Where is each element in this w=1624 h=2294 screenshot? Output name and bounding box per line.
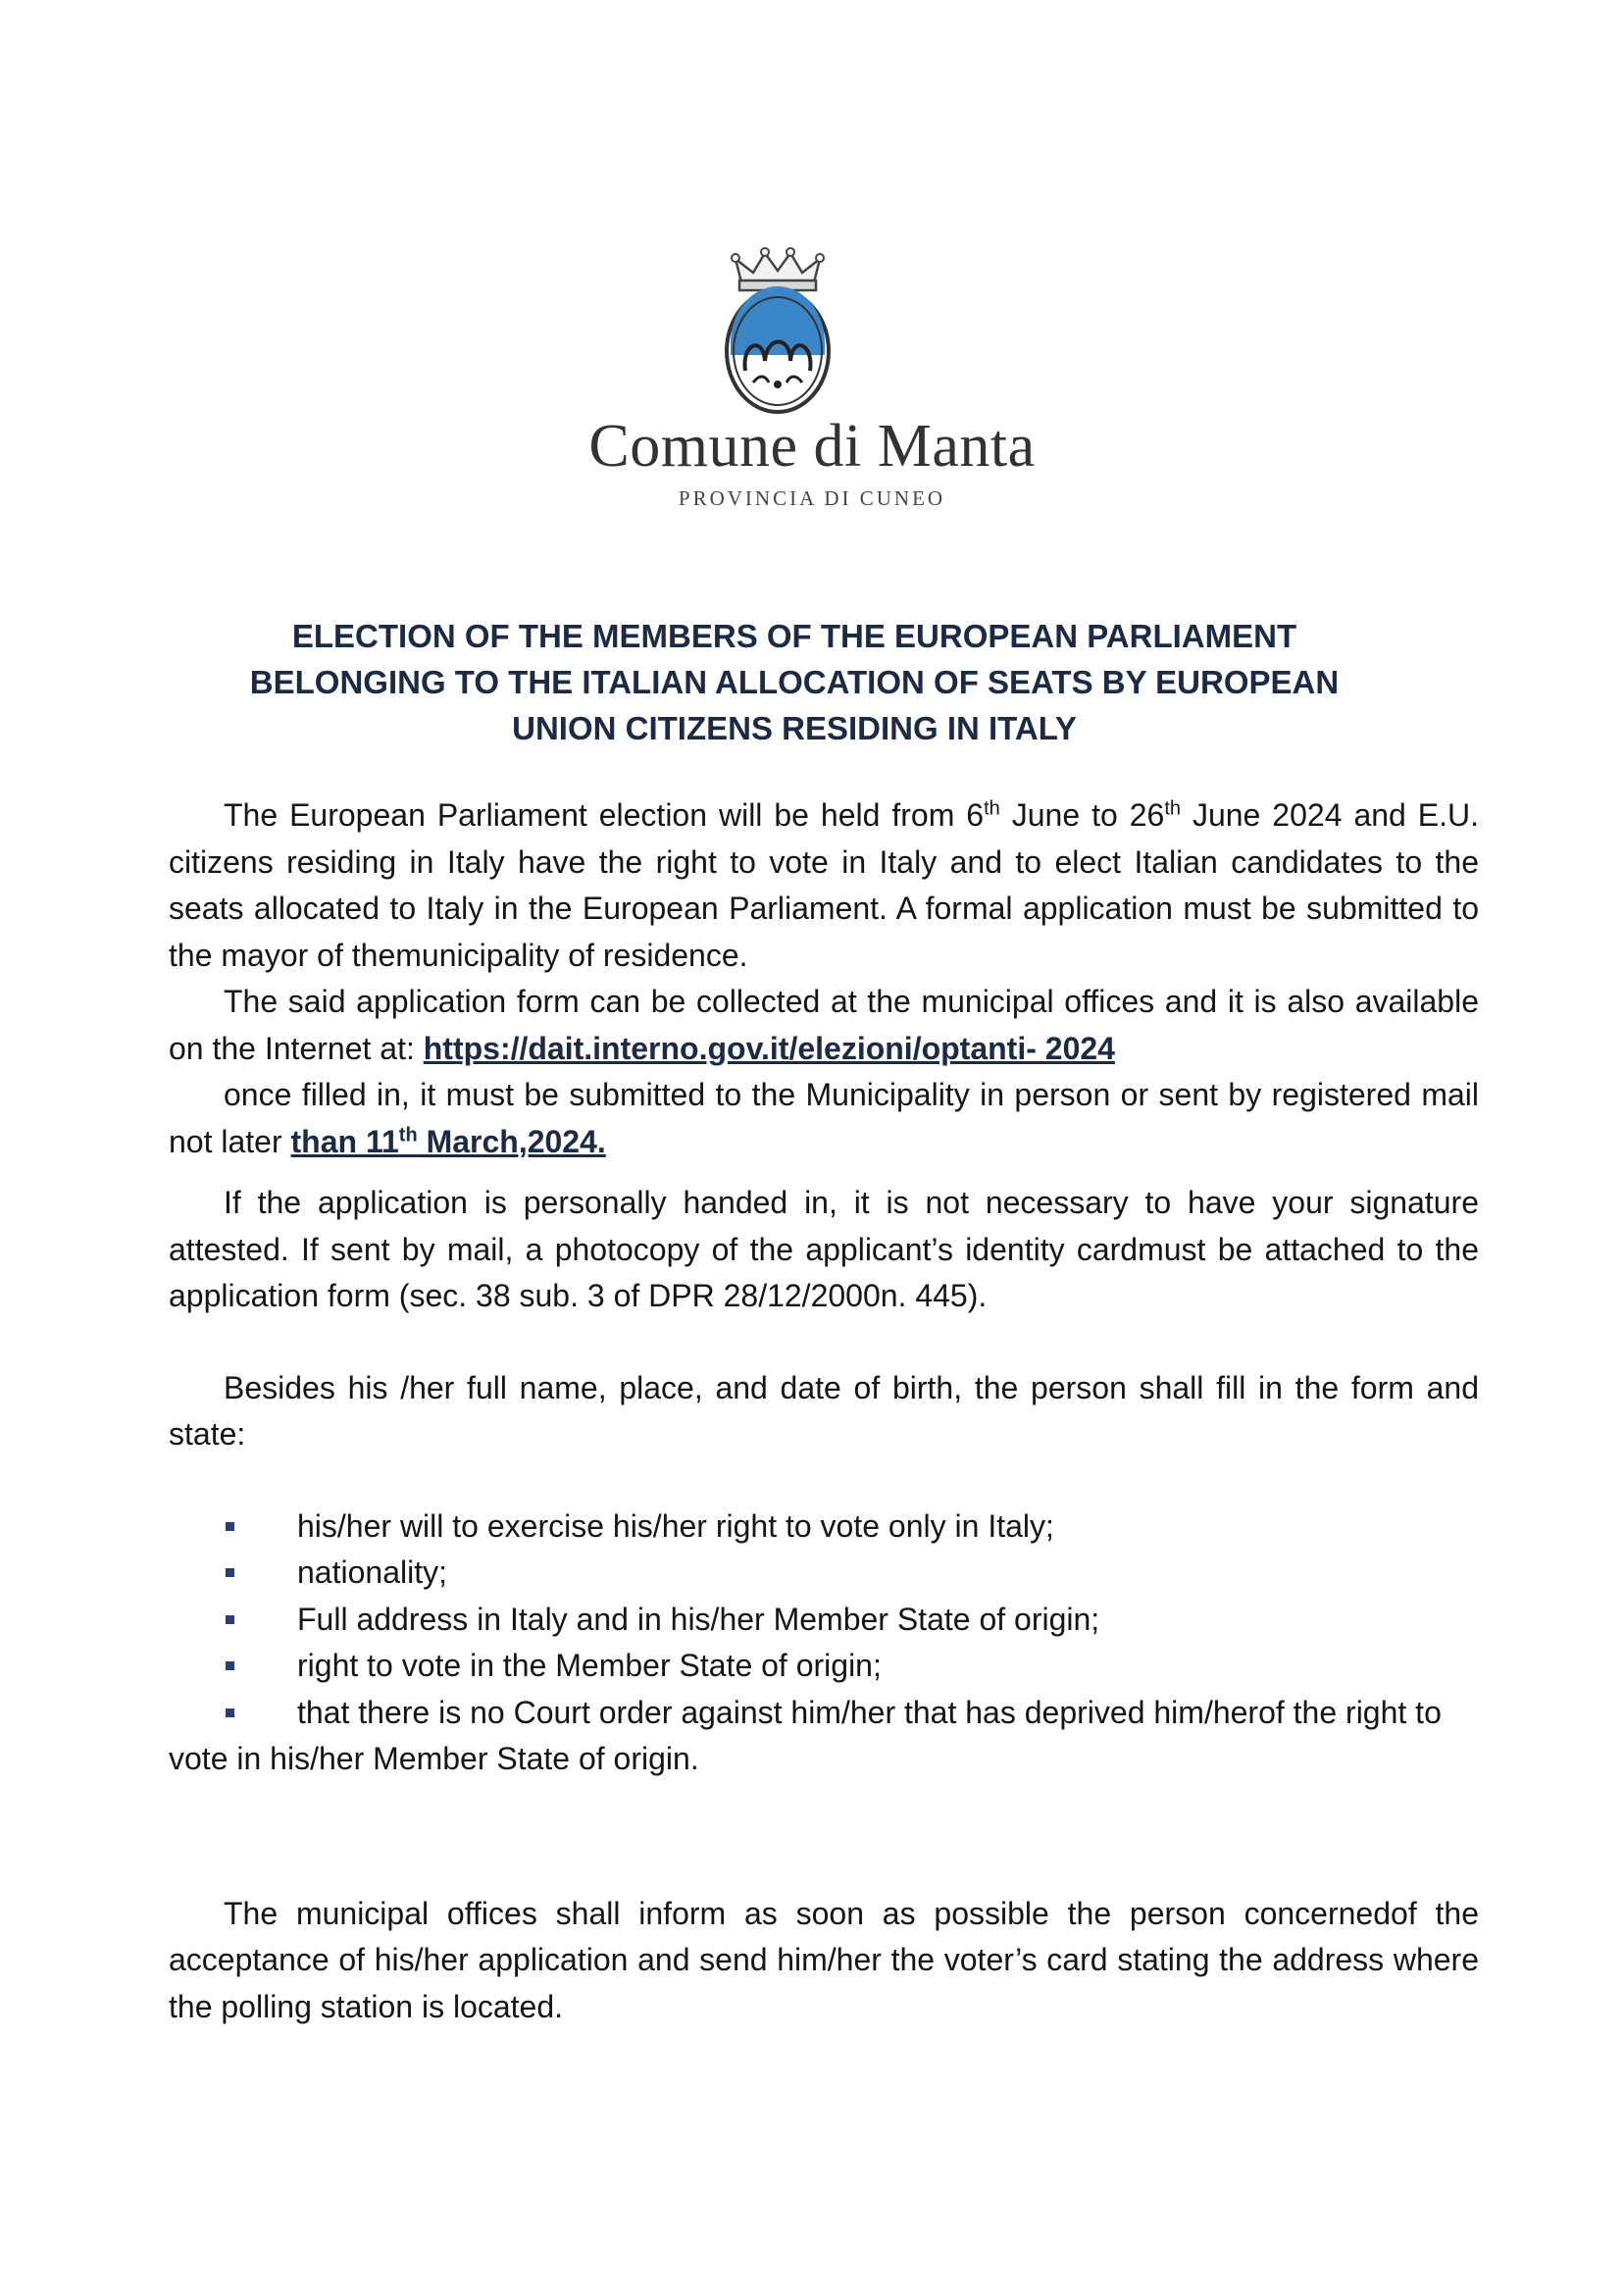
requirements-list bbox=[169, 1504, 1479, 1783]
document-body bbox=[169, 792, 1479, 2030]
application-form-link[interactable]: https://dait.interno.gov.it/elezioni/optanti- 2024 bbox=[423, 1030, 1115, 1066]
list-item: his/her will to exercise his/her right to vote only in Italy; bbox=[169, 1504, 1479, 1551]
paragraph-submission: once filled in, it must be submitted to the Municipality in person or sent by registered mail not later than 11th March,2024. bbox=[169, 1077, 1479, 1159]
province-name: PROVINCIA DI CUNEO bbox=[678, 486, 946, 510]
title-line: UNION CITIZENS RESIDING IN ITALY bbox=[512, 710, 1077, 746]
list-item: that there is no Court order against him/her that has deprived him/herof the right to vote in his/her Member State of origin. bbox=[169, 1694, 1442, 1776]
list-item: Full address in Italy and in his/her Member State of origin; bbox=[169, 1597, 1479, 1644]
paragraph-form-contents: Besides his /her full name, place, and date of birth, the person shall fill in the form and state: bbox=[169, 1369, 1479, 1452]
deadline-date: than 11th March,2024. bbox=[290, 1123, 606, 1159]
title-line: BELONGING TO THE ITALIAN ALLOCATION OF SEATS BY EUROPEAN bbox=[249, 664, 1340, 700]
title-line: ELECTION OF THE MEMBERS OF THE EUROPEAN PARLIAMENT bbox=[291, 618, 1297, 654]
bullet-icon bbox=[226, 1568, 234, 1577]
organization-name: Comune di Manta bbox=[588, 413, 1036, 480]
paragraph-notification: The municipal offices shall inform as soon as possible the person concernedof the acceptance of his/her application and send him/her the voter’s card stating the address where the polling station is located. bbox=[169, 1895, 1479, 2024]
municipal-crest-icon bbox=[714, 245, 841, 422]
bullet-icon bbox=[226, 1708, 234, 1717]
list-item: right to vote in the Member State of origin; bbox=[169, 1643, 1479, 1690]
bullet-icon bbox=[226, 1522, 234, 1531]
paragraph-application-form: The said application form can be collected at the municipal offices and it is also available on the Internet at: https://dait.interno.gov.it/elezioni/optanti- 2024 bbox=[169, 984, 1479, 1066]
list-item: nationality; bbox=[169, 1550, 1479, 1597]
paragraph-election-dates: The European Parliament election will be held from 6th June to 26th June 2024 and E.U. citizens residing in Italy have the right to vote in Italy and to elect Italian candidates to the seats allocated to Italy in the European Parliament. A formal application must be submitted to the mayor of themunicipality of residence. bbox=[169, 797, 1480, 973]
document-title bbox=[186, 613, 1402, 751]
paragraph-signature: If the application is personally handed in, it is not necessary to have your signature attested. If sent by mail, a photocopy of the applicant’s identity cardmust be attached to the application form (sec. 38 sub. 3 of DPR 28/12/2000n. 445). bbox=[169, 1185, 1479, 1313]
bullet-icon bbox=[226, 1615, 234, 1624]
bullet-icon bbox=[226, 1661, 234, 1670]
